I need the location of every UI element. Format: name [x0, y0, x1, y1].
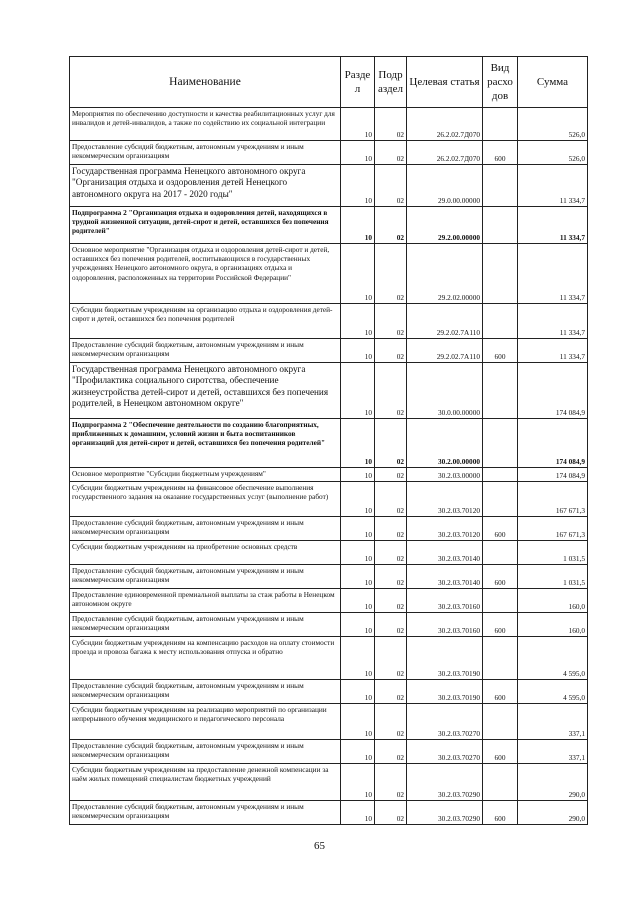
budget-table: [69, 56, 588, 825]
row-subsection: 02: [375, 419, 407, 468]
row-name: Мероприятия по обеспечению доступности и качества реабилитационных услуг для инвалидов и детей-инвалидов, а также по содействию их социальной интеграции: [70, 108, 341, 141]
row-target: 30.2.03.70120: [407, 517, 483, 541]
row-subsection: 02: [375, 740, 407, 764]
header-name: Наименование: [70, 57, 341, 108]
row-section: 10: [341, 363, 375, 419]
row-expense-type: 600: [483, 141, 518, 165]
row-section: 10: [341, 165, 375, 207]
row-name: Предоставление субсидий бюджетным, автономным учреждениям и иным некоммерческим организациям: [70, 740, 341, 764]
row-subsection: 02: [375, 339, 407, 363]
row-amount: 160,0: [518, 589, 588, 613]
row-section: 10: [341, 304, 375, 339]
row-expense-type: 600: [483, 680, 518, 704]
row-name: Предоставление субсидий бюджетным, автономным учреждениям и иным некоммерческим организациям: [70, 517, 341, 541]
table-row: [70, 304, 588, 339]
row-section: 10: [341, 613, 375, 637]
row-section: 10: [341, 704, 375, 740]
row-expense-type: [483, 589, 518, 613]
row-name: Субсидии бюджетным учреждениям на организацию отдыха и оздоровления детей-сирот и детей, оставшихся без попечения родителей: [70, 304, 341, 339]
row-expense-type: [483, 541, 518, 565]
header-amount: Сумма: [518, 57, 588, 108]
row-target: 26.2.02.7Д070: [407, 108, 483, 141]
row-target: 29.2.02.7А110: [407, 339, 483, 363]
row-expense-type: [483, 468, 518, 482]
row-subsection: 02: [375, 304, 407, 339]
row-name: Предоставление субсидий бюджетным, автономным учреждениям и иным некоммерческим организациям: [70, 680, 341, 704]
table-row: [70, 419, 588, 468]
row-name: Предоставление единовременной премиальной выплаты за стаж работы в Ненецком автономном округе: [70, 589, 341, 613]
row-target: 30.2.03.70270: [407, 704, 483, 740]
row-amount: 11 334,7: [518, 339, 588, 363]
row-subsection: 02: [375, 517, 407, 541]
row-name: Субсидии бюджетным учреждениям на компенсацию расходов на оплату стоимости проезда и провоза багажа к месту использования отпуска и обратно: [70, 637, 341, 680]
row-expense-type: [483, 764, 518, 801]
row-amount: 167 671,3: [518, 482, 588, 517]
table-row: [70, 565, 588, 589]
table-row: [70, 541, 588, 565]
row-subsection: 02: [375, 363, 407, 419]
row-target: 30.2.03.70270: [407, 740, 483, 764]
row-expense-type: 600: [483, 613, 518, 637]
row-amount: 174 084,9: [518, 468, 588, 482]
row-section: 10: [341, 339, 375, 363]
row-section: 10: [341, 517, 375, 541]
row-target: 30.2.03.70190: [407, 637, 483, 680]
row-amount: 167 671,3: [518, 517, 588, 541]
row-amount: 174 084,9: [518, 363, 588, 419]
row-expense-type: 600: [483, 339, 518, 363]
row-amount: 11 334,7: [518, 304, 588, 339]
row-target: 30.2.03.70290: [407, 764, 483, 801]
row-expense-type: [483, 207, 518, 244]
table-row: [70, 589, 588, 613]
row-section: 10: [341, 680, 375, 704]
table-row: [70, 244, 588, 304]
row-target: 30.2.03.70160: [407, 589, 483, 613]
row-amount: 11 334,7: [518, 207, 588, 244]
row-name: Субсидии бюджетным учреждениям на предоставление денежной компенсации за наём жилых помещений специалистам бюджетных учреждений: [70, 764, 341, 801]
row-name: Субсидии бюджетным учреждениям на реализацию мероприятий по организации непрерывного обучения медицинского и педагогического персонала: [70, 704, 341, 740]
row-target: 30.2.03.70120: [407, 482, 483, 517]
row-name: Предоставление субсидий бюджетным, автономным учреждениям и иным некоммерческим организациям: [70, 801, 341, 825]
row-amount: 160,0: [518, 613, 588, 637]
table-row: [70, 141, 588, 165]
row-amount: 526,0: [518, 141, 588, 165]
row-subsection: 02: [375, 165, 407, 207]
row-expense-type: [483, 482, 518, 517]
row-section: 10: [341, 740, 375, 764]
row-subsection: 02: [375, 141, 407, 165]
row-name: Предоставление субсидий бюджетным, автономным учреждениям и иным некоммерческим организациям: [70, 339, 341, 363]
row-amount: 1 031,5: [518, 541, 588, 565]
row-target: 30.2.03.70140: [407, 541, 483, 565]
table-row: [70, 339, 588, 363]
row-subsection: 02: [375, 468, 407, 482]
row-amount: 337,1: [518, 740, 588, 764]
row-expense-type: [483, 165, 518, 207]
row-expense-type: [483, 108, 518, 141]
row-expense-type: [483, 419, 518, 468]
table-row: [70, 613, 588, 637]
row-expense-type: 600: [483, 565, 518, 589]
table-row: [70, 801, 588, 825]
row-expense-type: 600: [483, 801, 518, 825]
row-subsection: 02: [375, 801, 407, 825]
row-expense-type: [483, 244, 518, 304]
table-row: [70, 207, 588, 244]
table-row: [70, 468, 588, 482]
row-name: Государственная программа Ненецкого автономного округа "Профилактика социального сиротства, обеспечение жизнеустройства детей-сирот и детей, оставшихся без попечения родителей, в Ненецком автономном округе": [70, 363, 341, 419]
header-target: Целевая статья: [407, 57, 483, 108]
row-section: 10: [341, 764, 375, 801]
row-target: 29.0.00.00000: [407, 165, 483, 207]
row-subsection: 02: [375, 589, 407, 613]
row-subsection: 02: [375, 680, 407, 704]
row-subsection: 02: [375, 565, 407, 589]
row-section: 10: [341, 482, 375, 517]
row-name: Основное мероприятие "Организация отдыха и оздоровления детей-сирот и детей, оставшихся без попечения родителей, воспитывающихся в государственных учреждениях Ненецкого автономного округа, в организациях отдыха и оздоровления, расположенных на территории Российской Федерации": [70, 244, 341, 304]
table-header-row: [70, 57, 588, 108]
row-target: 30.2.03.70140: [407, 565, 483, 589]
row-subsection: 02: [375, 704, 407, 740]
row-target: 29.2.00.00000: [407, 207, 483, 244]
row-target: 30.2.03.70160: [407, 613, 483, 637]
row-subsection: 02: [375, 108, 407, 141]
row-amount: 526,0: [518, 108, 588, 141]
row-expense-type: [483, 304, 518, 339]
row-section: 10: [341, 468, 375, 482]
row-amount: 337,1: [518, 704, 588, 740]
row-name: Основное мероприятие "Субсидии бюджетным учреждениям": [70, 468, 341, 482]
row-name: Подпрограмма 2 "Организация отдыха и оздоровления детей, находящихся в трудной жизненной ситуации, детей-сирот и детей, оставшихся без попечения родителей": [70, 207, 341, 244]
table-row: [70, 363, 588, 419]
row-target: 30.2.03.70290: [407, 801, 483, 825]
table-row: [70, 680, 588, 704]
row-name: Подпрограмма 2 "Обеспечение деятельности по созданию благоприятных, приближенных к домашним, условий жизни и быта воспитанников организаций для детей-сирот и детей, оставшихся без попечения родителей": [70, 419, 341, 468]
row-expense-type: [483, 637, 518, 680]
row-amount: 290,0: [518, 801, 588, 825]
table-row: [70, 108, 588, 141]
row-expense-type: [483, 704, 518, 740]
table-row: [70, 637, 588, 680]
header-section: Разде л: [341, 57, 375, 108]
row-target: 29.2.02.7А110: [407, 304, 483, 339]
row-subsection: 02: [375, 637, 407, 680]
row-subsection: 02: [375, 613, 407, 637]
table-row: [70, 704, 588, 740]
row-section: 10: [341, 244, 375, 304]
row-target: 26.2.02.7Д070: [407, 141, 483, 165]
row-amount: 11 334,7: [518, 244, 588, 304]
row-amount: 174 084,9: [518, 419, 588, 468]
table-row: [70, 165, 588, 207]
row-target: 30.2.03.00000: [407, 468, 483, 482]
row-subsection: 02: [375, 482, 407, 517]
row-name: Государственная программа Ненецкого автономного округа "Организация отдыха и оздоровления детей Ненецкого автономного округа на 2017 - 2020 годы": [70, 165, 341, 207]
row-amount: 4 595,0: [518, 680, 588, 704]
row-section: 10: [341, 801, 375, 825]
row-section: 10: [341, 419, 375, 468]
row-expense-type: 600: [483, 740, 518, 764]
row-expense-type: [483, 363, 518, 419]
header-subsection: Подр аздел: [375, 57, 407, 108]
row-name: Предоставление субсидий бюджетным, автономным учреждениям и иным некоммерческим организациям: [70, 613, 341, 637]
row-section: 10: [341, 207, 375, 244]
table-row: [70, 517, 588, 541]
row-name: Предоставление субсидий бюджетным, автономным учреждениям и иным некоммерческим организациям: [70, 565, 341, 589]
row-target: 30.0.00.00000: [407, 363, 483, 419]
row-amount: 4 595,0: [518, 637, 588, 680]
row-name: Субсидии бюджетным учреждениям на финансовое обеспечение выполнения государственного задания на оказание государственных услуг (выполнение работ): [70, 482, 341, 517]
row-subsection: 02: [375, 207, 407, 244]
row-expense-type: 600: [483, 517, 518, 541]
row-section: 10: [341, 589, 375, 613]
row-amount: 290,0: [518, 764, 588, 801]
page-number: 65: [314, 840, 325, 852]
row-section: 10: [341, 541, 375, 565]
row-section: 10: [341, 637, 375, 680]
row-name: Субсидии бюджетным учреждениям на приобретение основных средств: [70, 541, 341, 565]
row-target: 30.2.00.00000: [407, 419, 483, 468]
row-subsection: 02: [375, 541, 407, 565]
row-section: 10: [341, 141, 375, 165]
table-row: [70, 740, 588, 764]
table-row: [70, 482, 588, 517]
row-amount: 1 031,5: [518, 565, 588, 589]
row-name: Предоставление субсидий бюджетным, автономным учреждениям и иным некоммерческим организациям: [70, 141, 341, 165]
table-row: [70, 764, 588, 801]
row-target: 29.2.02.00000: [407, 244, 483, 304]
row-section: 10: [341, 565, 375, 589]
row-subsection: 02: [375, 764, 407, 801]
header-expense-type: Вид расхо дов: [483, 57, 518, 108]
row-subsection: 02: [375, 244, 407, 304]
row-section: 10: [341, 108, 375, 141]
row-amount: 11 334,7: [518, 165, 588, 207]
row-target: 30.2.03.70190: [407, 680, 483, 704]
